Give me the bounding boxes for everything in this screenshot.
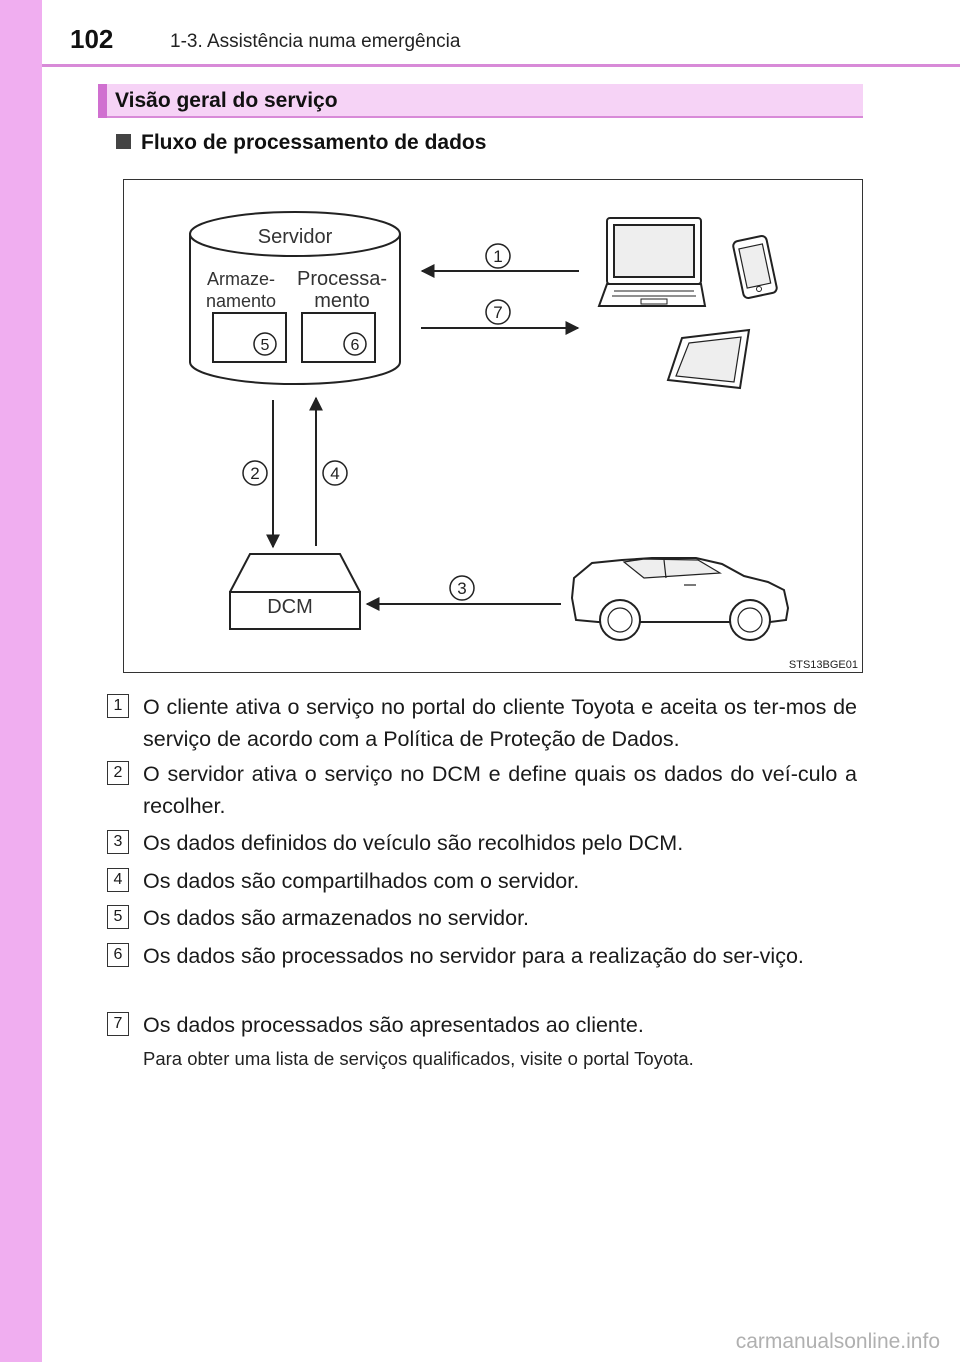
processing-label-line1: Processa- xyxy=(296,268,388,290)
figure-code: STS13BGE01 xyxy=(788,659,858,671)
storage-label-line2: namento xyxy=(205,291,277,311)
step-text: Os dados são armazenados no servidor. xyxy=(143,906,530,930)
step-number: 4 xyxy=(107,868,129,892)
step-item-5 xyxy=(107,902,857,934)
svg-text:7: 7 xyxy=(493,303,503,322)
step-text: Os dados são compartilhados com o servidor. xyxy=(143,869,580,893)
step-text: O servidor ativa o serviço no DCM e define quais os dados do veí-culo a recolher. xyxy=(143,762,857,818)
footnote: Para obter uma lista de serviços qualificados, visite o portal Toyota. xyxy=(143,1048,694,1069)
data-flow-diagram xyxy=(123,179,863,673)
marker-1 xyxy=(486,244,510,268)
laptop-icon xyxy=(599,218,705,306)
server-cylinder xyxy=(190,212,400,384)
page-side-tab xyxy=(0,0,42,1362)
server-label: Servidor xyxy=(257,226,333,248)
step-text: Os dados são processados no servidor para a realização do ser-viço. xyxy=(143,944,804,968)
processing-label-line2: mento xyxy=(314,290,370,312)
section-banner xyxy=(98,84,863,118)
smartphone-icon xyxy=(732,235,777,299)
svg-text:3: 3 xyxy=(457,579,467,598)
svg-text:1: 1 xyxy=(493,247,503,266)
marker-7 xyxy=(486,300,510,324)
dcm-label: DCM xyxy=(267,596,313,618)
square-bullet-icon xyxy=(116,134,131,149)
car-icon xyxy=(572,558,788,640)
step-item-1 xyxy=(107,691,857,755)
svg-text:2: 2 xyxy=(250,464,260,483)
chapter-title: 1-3. Assistência numa emergência xyxy=(170,31,461,52)
step-text: O cliente ativa o serviço no portal do cliente Toyota e aceita os ter-mos de serviço de acordo com a Política de Proteção de Dados. xyxy=(143,695,857,751)
step-number: 1 xyxy=(107,694,129,718)
storage-box xyxy=(213,313,286,362)
step-item-4 xyxy=(107,865,857,897)
step-item-7 xyxy=(107,1009,857,1041)
diagram-canvas xyxy=(124,180,864,674)
page-number: 102 xyxy=(70,24,114,54)
subheading xyxy=(116,131,486,155)
marker-6 xyxy=(344,333,366,355)
step-number: 2 xyxy=(107,761,129,785)
step-item-3 xyxy=(107,827,857,859)
marker-5 xyxy=(254,333,276,355)
marker-4 xyxy=(323,461,347,485)
section-title: Visão geral do serviço xyxy=(115,89,338,112)
tablet-icon xyxy=(668,330,749,388)
step-item-6 xyxy=(107,940,857,972)
step-item-2 xyxy=(107,758,857,822)
step-number: 6 xyxy=(107,943,129,967)
subheading-text: Fluxo de processamento de dados xyxy=(141,131,487,154)
section-banner-accent xyxy=(98,84,107,118)
step-number: 7 xyxy=(107,1012,129,1036)
step-number: 5 xyxy=(107,905,129,929)
watermark: carmanualsonline.info xyxy=(735,1330,940,1353)
step-text: Os dados definidos do veículo são recolhidos pelo DCM. xyxy=(143,831,684,855)
marker-3 xyxy=(450,576,474,600)
header-divider xyxy=(42,64,960,67)
svg-text:4: 4 xyxy=(330,464,340,483)
svg-text:6: 6 xyxy=(350,337,360,354)
dcm-unit xyxy=(230,554,360,629)
marker-2 xyxy=(243,461,267,485)
step-number: 3 xyxy=(107,830,129,854)
step-text: Os dados processados são apresentados ao cliente. xyxy=(143,1013,644,1037)
svg-text:5: 5 xyxy=(260,337,270,354)
storage-label-line1: Armaze- xyxy=(206,269,276,289)
